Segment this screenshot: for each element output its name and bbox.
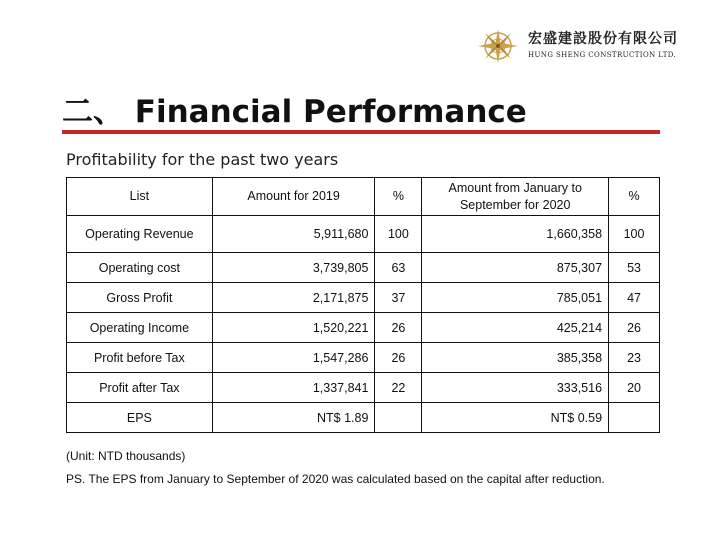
row-label: Operating Income [67,313,213,343]
pct-2020: 26 [609,313,660,343]
table-row [67,216,660,253]
pct-2019: 26 [375,343,422,373]
amount-2019: 1,520,221 [212,313,375,343]
table-row [67,283,660,313]
pct-2020: 20 [609,373,660,403]
header-list: List [67,178,213,216]
amount-2020: 385,358 [422,343,609,373]
pct-2020 [609,403,660,433]
row-label: Gross Profit [67,283,213,313]
compass-emblem-icon [476,28,520,64]
table-row [67,253,660,283]
company-name-chinese: 宏盛建設股份有限公司 [528,31,678,47]
amount-2020: 1,660,358 [422,216,609,253]
header-amount-2019: Amount for 2019 [212,178,375,216]
row-label: EPS [67,403,213,433]
pct-2019: 26 [375,313,422,343]
header-pct-2019: % [375,178,422,216]
row-label: Profit after Tax [67,373,213,403]
pct-2020: 23 [609,343,660,373]
pct-2019: 63 [375,253,422,283]
section-subtitle: Profitability for the past two years [66,150,339,169]
table-row [67,403,660,433]
table-header-row [67,178,660,216]
amount-2020: 425,214 [422,313,609,343]
amount-2019: 2,171,875 [212,283,375,313]
table-row [67,313,660,343]
pct-2019: 100 [375,216,422,253]
title-divider [62,130,660,134]
header-pct-2020: % [609,178,660,216]
company-logo [476,24,676,68]
table-row [67,373,660,403]
row-label: Operating Revenue [67,216,213,253]
table-row [67,343,660,373]
amount-2019: NT$ 1.89 [212,403,375,433]
amount-2020: 875,307 [422,253,609,283]
page-title [62,86,527,131]
amount-2020: NT$ 0.59 [422,403,609,433]
header-amount-2020: Amount from January to September for 2020 [422,178,609,216]
amount-2019: 3,739,805 [212,253,375,283]
company-name-english: HUNG SHENG CONSTRUCTION LTD. [528,51,677,59]
amount-2020: 333,516 [422,373,609,403]
amount-2019: 1,547,286 [212,343,375,373]
title-text: Financial Performance [134,94,527,130]
title-numeral: 二、 [62,94,124,130]
amount-2019: 5,911,680 [212,216,375,253]
pct-2020: 100 [609,216,660,253]
profitability-table [66,177,660,433]
pct-2020: 53 [609,253,660,283]
pct-2019 [375,403,422,433]
pct-2020: 47 [609,283,660,313]
row-label: Profit before Tax [67,343,213,373]
unit-note: (Unit: NTD thousands) [66,449,186,463]
pct-2019: 22 [375,373,422,403]
pct-2019: 37 [375,283,422,313]
amount-2020: 785,051 [422,283,609,313]
ps-note: PS. The EPS from January to September of 2020 was calculated based on the capital after reduction. [66,472,605,486]
amount-2019: 1,337,841 [212,373,375,403]
row-label: Operating cost [67,253,213,283]
